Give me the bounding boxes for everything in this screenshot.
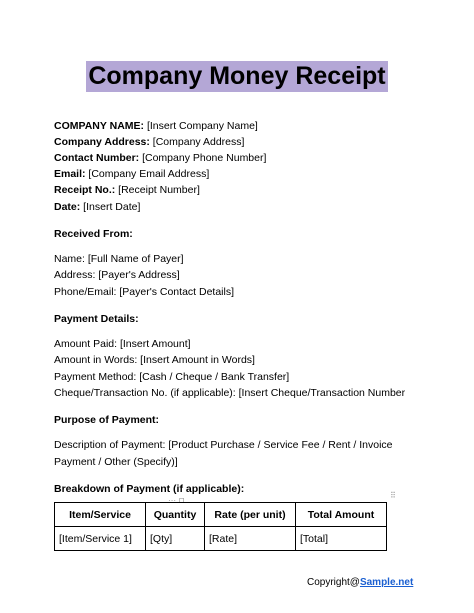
transaction-number-line: Cheque/Transaction No. (if applicable): [Insert Cheque/Transaction Number: [54, 387, 406, 399]
email-value: [Company Email Address]: [85, 168, 210, 180]
payer-name-line: Name: [Full Name of Payer]: [54, 253, 184, 265]
breakdown-heading: Breakdown of Payment (if applicable):: [54, 483, 245, 495]
page-title: Company Money Receipt: [88, 62, 386, 90]
amount-words-line: Amount in Words: [Insert Amount in Words]: [54, 354, 255, 366]
email-label: Email:: [54, 168, 86, 180]
company-name-value: [Insert Company Name]: [144, 120, 258, 132]
payment-details-heading: Payment Details:: [54, 313, 139, 325]
receipt-number-label: Receipt No.:: [54, 184, 116, 196]
purpose-heading: Purpose of Payment:: [54, 414, 160, 426]
company-address-label: Company Address:: [54, 136, 150, 148]
copyright-prefix: Copyright@: [307, 577, 360, 588]
payer-contact-line: Phone/Email: [Payer's Contact Details]: [54, 286, 235, 298]
copyright-footer: [307, 577, 413, 589]
cell-item: [Item/Service 1]: [55, 527, 146, 551]
column-header-total: Total Amount: [296, 503, 387, 527]
title-container: [0, 61, 474, 92]
cell-rate: [Rate]: [205, 527, 296, 551]
breakdown-table: [54, 502, 387, 551]
cell-quantity: [Qty]: [146, 527, 205, 551]
received-from-heading: Received From:: [54, 228, 133, 240]
company-name-line: [54, 119, 258, 133]
sample-net-link[interactable]: Sample.net: [359, 577, 414, 588]
company-name-label: COMPANY NAME:: [54, 120, 145, 132]
column-header-item: Item/Service: [55, 503, 146, 527]
email-line: [54, 167, 209, 181]
date-label: Date:: [54, 201, 81, 213]
cell-total: [Total]: [296, 527, 387, 551]
company-address-value: [Company Address]: [149, 136, 245, 148]
column-header-quantity: Quantity: [146, 503, 205, 527]
amount-paid-line: Amount Paid: [Insert Amount]: [54, 338, 191, 350]
payer-address-line: Address: [Payer's Address]: [54, 269, 180, 281]
table-row: [55, 527, 387, 551]
column-header-rate: Rate (per unit): [205, 503, 296, 527]
date-line: [54, 200, 140, 214]
date-value: [Insert Date]: [80, 201, 141, 213]
payment-method-line: Payment Method: [Cash / Cheque / Bank Transfer]: [54, 371, 290, 383]
company-address-line: [54, 135, 244, 149]
receipt-number-line: [54, 183, 200, 197]
contact-number-label: Contact Number:: [54, 152, 140, 164]
table-grip-icon[interactable]: ⠿: [390, 491, 396, 500]
receipt-number-value: [Receipt Number]: [115, 184, 200, 196]
contact-number-line: [54, 151, 266, 165]
contact-number-value: [Company Phone Number]: [139, 152, 267, 164]
table-header-row: [55, 503, 387, 527]
table-drag-handle-icon[interactable]: ⋯ ⊓: [168, 496, 185, 505]
purpose-description: Description of Payment: [Product Purchase / Service Fee / Rent / Invoice Payment / Other (Specify)]: [54, 439, 393, 468]
